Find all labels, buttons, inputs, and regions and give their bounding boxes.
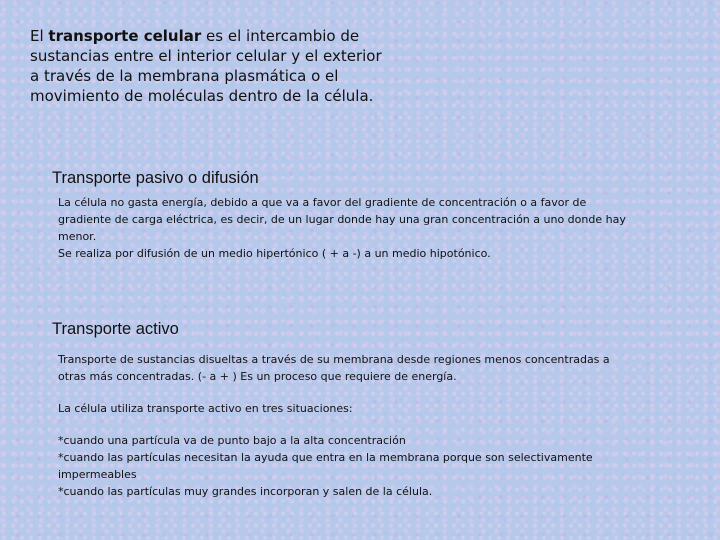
- section-title-activo: Transporte activo: [52, 320, 179, 338]
- activo-paragraph: La célula utiliza transporte activo en tres situaciones:: [58, 402, 353, 415]
- section-title-pasivo: Transporte pasivo o difusión: [52, 169, 259, 187]
- intro-after: es el intercambio de sustancias entre el interior celular y el exterior a través de la membrana plasmática o el movimiento de moléculas dentro de la célula.: [30, 27, 382, 105]
- intro-paragraph: [30, 26, 390, 106]
- pasivo-paragraph: Se realiza por difusión de un medio hipertónico ( + a -) a un medio hipotónico.: [58, 247, 491, 260]
- section-body-pasivo: [58, 194, 633, 262]
- intro-before: El: [30, 27, 49, 45]
- activo-list-item: *cuando las partículas muy grandes incorporan y salen de la célula.: [58, 485, 433, 498]
- activo-paragraph: Transporte de sustancias disueltas a través de su membrana desde regiones menos concentradas a otras más concentradas. (- a + ) Es un proceso que requiere de energía.: [58, 353, 610, 383]
- section-body-activo: [58, 351, 633, 500]
- pasivo-paragraph: La célula no gasta energía, debido a que va a favor del gradiente de concentración o a favor de gradiente de carga eléctrica, es decir, de un lugar donde hay una gran concentración a uno donde hay menor.: [58, 196, 626, 243]
- paragraph-gap: [58, 385, 633, 400]
- paragraph-gap: [58, 417, 633, 432]
- activo-list-item: *cuando las partículas necesitan la ayuda que entra en la membrana porque son selectivamente impermeables: [58, 451, 593, 481]
- intro-term: transporte celular: [48, 27, 202, 45]
- activo-list-item: *cuando una partícula va de punto bajo a la alta concentración: [58, 434, 406, 447]
